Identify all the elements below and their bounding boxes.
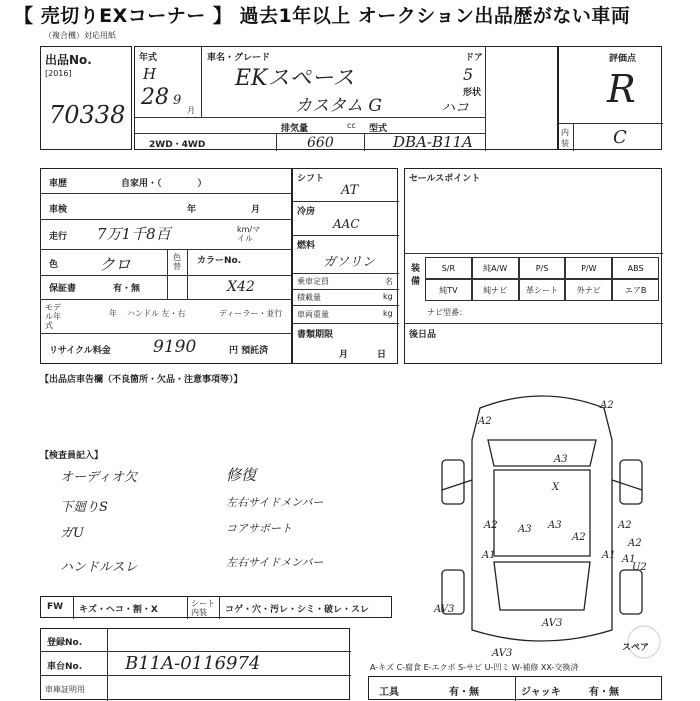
note-line: 下廻りS bbox=[60, 500, 108, 515]
damage-mark: A3 bbox=[518, 524, 532, 535]
damage-mark: AV3 bbox=[492, 648, 513, 659]
note-line-right: 左右サイドメンバー bbox=[226, 556, 324, 569]
equip-label: 装備 bbox=[411, 264, 421, 287]
damage-mark: AV3 bbox=[542, 618, 563, 629]
warranty-note: X42 bbox=[227, 279, 255, 295]
equipment-item: 外ナビ bbox=[565, 279, 612, 301]
sales-box bbox=[404, 168, 662, 364]
load-label: 積載量 bbox=[297, 293, 321, 302]
damage-mark: A2 bbox=[572, 532, 586, 543]
equipment-item: 革シート bbox=[519, 279, 566, 301]
inspection-label: 車検 bbox=[49, 205, 68, 215]
year-label: 年式 bbox=[139, 53, 158, 63]
vehicle-info-box bbox=[134, 46, 558, 150]
fw-value: キズ・ヘコ・割・X bbox=[79, 605, 158, 615]
month-value: 9 bbox=[173, 93, 182, 108]
score-value: R bbox=[607, 67, 636, 111]
handle-label: ハンドル 左・右 bbox=[127, 309, 186, 318]
shift-value: AT bbox=[341, 183, 359, 198]
model-name: EKスペース bbox=[235, 66, 355, 91]
warranty-label: 保証書 bbox=[49, 284, 77, 294]
type-label: 型式 bbox=[369, 124, 388, 134]
color-no-label: カラーNo. bbox=[197, 256, 242, 266]
mileage-unit: km/マイル bbox=[237, 225, 261, 243]
damage-legend: A-キズ C-腐食 E-エクボ S-サビ U-凹ミ W-補修 XX-交換済 bbox=[370, 663, 579, 672]
drive-type: 2WD・4WD bbox=[149, 140, 206, 150]
seat-value: コゲ・穴・汚レ・シミ・破レ・スレ bbox=[225, 605, 370, 615]
navi-label: ナビ型番： bbox=[427, 308, 467, 317]
inspection-year: 年 bbox=[187, 205, 197, 215]
year-value: 28 bbox=[141, 85, 169, 110]
equipment-item: P/S bbox=[519, 257, 566, 279]
month-unit: 月 bbox=[187, 106, 195, 115]
lot-number: 70338 bbox=[49, 101, 126, 129]
page-banner: 【 売切りEXコーナー 】 過去1年以上 オークション出品歴がない車両 bbox=[0, 0, 700, 32]
inspection-month: 月 bbox=[251, 205, 261, 215]
tools-box bbox=[368, 676, 662, 700]
mileage-label: 走行 bbox=[49, 232, 68, 242]
equipment-item: 純A/W bbox=[472, 257, 519, 279]
damage-mark: A2 bbox=[600, 400, 614, 411]
ac-label: 冷房 bbox=[297, 207, 316, 217]
score-label: 評価点 bbox=[609, 54, 637, 64]
damage-mark: A1 bbox=[482, 550, 496, 561]
sales-label: セールスポイント bbox=[409, 174, 481, 184]
dealer-label: ディーラー・並行 bbox=[219, 309, 283, 318]
damage-mark: A2 bbox=[478, 416, 492, 427]
damage-mark: A3 bbox=[548, 520, 562, 531]
lot-box bbox=[40, 46, 132, 150]
cert-label: 車庫証明用 bbox=[45, 685, 85, 694]
capacity-label: 乗車定員 bbox=[297, 277, 329, 286]
note-line: ガU bbox=[60, 526, 84, 541]
damage-mark: AV3 bbox=[434, 604, 455, 615]
model-code: DBA-B11A bbox=[393, 133, 473, 151]
shift-label: シフト bbox=[297, 174, 325, 184]
note-line-right: コアサポート bbox=[226, 522, 292, 535]
deadline-month: 月 bbox=[339, 350, 349, 360]
recycle-unit: 円 預託済 bbox=[229, 346, 269, 356]
damage-mark: A1 bbox=[622, 554, 636, 565]
tools-label: 工具 bbox=[379, 687, 399, 698]
chassis-value: B11A-0116974 bbox=[125, 653, 261, 674]
displacement-value: 660 bbox=[307, 135, 334, 151]
recycle-value: 9190 bbox=[153, 337, 197, 357]
doors-label: ドア bbox=[465, 53, 483, 63]
fuel-label: 燃料 bbox=[297, 241, 316, 251]
drivetrain-box bbox=[292, 168, 398, 364]
score-box bbox=[558, 46, 662, 150]
note-line: ハンドルスレ bbox=[60, 560, 138, 575]
weight-unit: kg bbox=[383, 309, 393, 318]
recycle-label: リサイクル料金 bbox=[49, 346, 111, 356]
spare-label: スペア bbox=[622, 643, 650, 653]
tools-value: 有・無 bbox=[449, 687, 479, 698]
color-label: 色 bbox=[49, 260, 59, 270]
shape-label: 形状 bbox=[463, 88, 482, 98]
doors-value: 5 bbox=[463, 65, 474, 84]
reg-label: 登録No. bbox=[47, 638, 83, 648]
spec-box bbox=[40, 168, 292, 364]
history-label: 車歴 bbox=[49, 179, 68, 189]
displacement-label: 排気量 bbox=[281, 124, 309, 134]
year-tag: [2016] bbox=[45, 69, 72, 78]
equipment-grid bbox=[425, 257, 659, 301]
damage-mark: X bbox=[552, 482, 560, 493]
notes-title: 【出品店車告欄（不良箇所・欠品・注意事項等）】 bbox=[40, 375, 243, 385]
equipment-item: 純ナビ bbox=[472, 279, 519, 301]
displacement-unit: cc bbox=[347, 121, 356, 130]
jack-value: 有・無 bbox=[589, 687, 619, 698]
shape-value: ハコ bbox=[441, 100, 469, 116]
note-line-right: 左右サイドメンバー bbox=[226, 496, 324, 509]
damage-mark: A3 bbox=[554, 454, 568, 465]
damage-mark: A2 bbox=[484, 520, 498, 531]
sheet-subtitle: （複合機）対応用紙 bbox=[44, 31, 116, 40]
inspector-notes bbox=[40, 460, 390, 590]
damage-mark: A2 bbox=[618, 520, 632, 531]
weight-label: 車両重量 bbox=[297, 310, 329, 319]
inspector-title: 【検査員記入】 bbox=[40, 451, 104, 461]
equipment-item: P/W bbox=[565, 257, 612, 279]
car-diagram bbox=[422, 380, 662, 670]
damage-mark: A2 bbox=[628, 538, 642, 549]
fuel-value: ガソリン bbox=[323, 255, 376, 270]
damage-mark: A1 bbox=[602, 550, 616, 561]
equipment-item: ABS bbox=[612, 257, 659, 279]
warranty-value: 有・無 bbox=[113, 284, 141, 294]
interior-value: C bbox=[613, 127, 627, 148]
auction-sheet bbox=[38, 30, 662, 700]
fw-label: FW bbox=[47, 602, 64, 612]
jack-label: ジャッキ bbox=[521, 687, 561, 698]
equipment-item: エアB bbox=[612, 279, 659, 301]
load-unit: kg bbox=[383, 292, 393, 301]
model-year-label: モデル年式 bbox=[45, 303, 61, 330]
seat-label: シート内装 bbox=[191, 599, 215, 617]
equipment-item: S/R bbox=[425, 257, 472, 279]
deadline-day: 日 bbox=[377, 350, 387, 360]
retrofit-label: 後日品 bbox=[409, 330, 437, 340]
chassis-label: 車台No. bbox=[47, 662, 83, 672]
color-value: クロ bbox=[99, 255, 132, 274]
interior-label: 内装 bbox=[561, 128, 569, 148]
era: H bbox=[143, 65, 157, 83]
ac-value: AAC bbox=[333, 217, 360, 231]
grade: カスタム G bbox=[295, 96, 382, 116]
history-value: 自家用・（ ） bbox=[121, 179, 207, 189]
recolor-label: 色替 bbox=[173, 253, 181, 271]
deadline-label: 書類期限 bbox=[297, 330, 334, 340]
mileage-value: 7万1千8百 bbox=[97, 225, 171, 243]
damage-mark: U2 bbox=[632, 562, 647, 573]
name-label: 車名・グレード bbox=[207, 53, 271, 63]
fw-row bbox=[40, 596, 392, 618]
equipment-item: 純TV bbox=[425, 279, 472, 301]
note-line: オーディオ欠 bbox=[60, 470, 137, 485]
lot-label: 出品No. bbox=[45, 53, 92, 67]
note-line-right: 修復 bbox=[226, 466, 257, 484]
footer-box bbox=[40, 628, 350, 700]
capacity-unit: 名 bbox=[385, 277, 393, 286]
model-year-unit: 年 bbox=[109, 309, 117, 318]
